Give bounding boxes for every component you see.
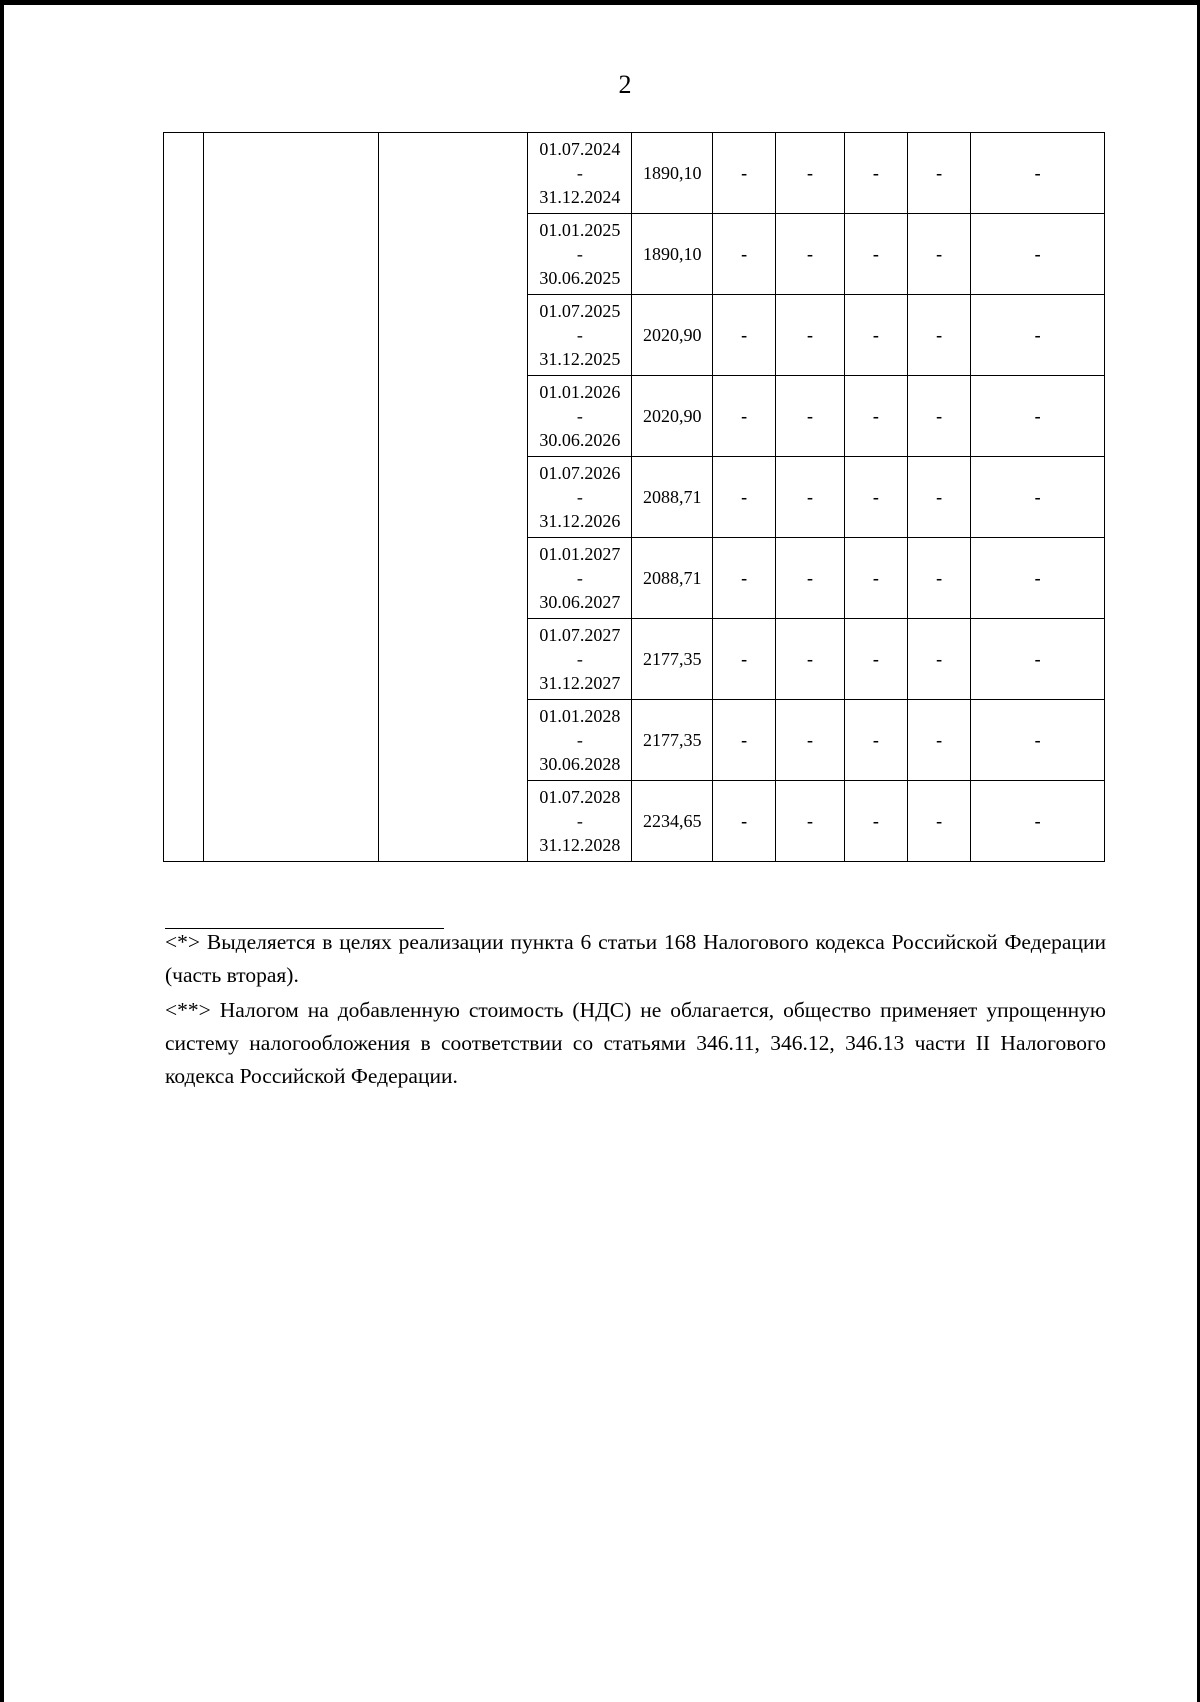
empty-value-cell: - (713, 376, 776, 457)
period-separator: - (576, 163, 583, 183)
empty-value-cell: - (907, 133, 970, 214)
empty-value-cell: - (776, 781, 844, 862)
period-start: 01.07.2028 (539, 787, 621, 807)
empty-value-cell: - (907, 376, 970, 457)
tariff-value: 1890,10 (632, 214, 713, 295)
period-separator: - (576, 325, 583, 345)
period-separator: - (576, 568, 583, 588)
period-cell (528, 457, 632, 538)
empty-value-cell: - (776, 133, 844, 214)
empty-value-cell: - (713, 700, 776, 781)
scan-border-left (0, 0, 4, 1702)
tariff-value: 1890,10 (632, 133, 713, 214)
period-cell (528, 295, 632, 376)
empty-value-cell: - (713, 538, 776, 619)
tariff-value: 2234,65 (632, 781, 713, 862)
merged-cell-number (164, 133, 204, 862)
period-cell (528, 214, 632, 295)
period-end: 31.12.2025 (539, 349, 621, 369)
period-separator: - (576, 811, 583, 831)
empty-value-cell: - (713, 457, 776, 538)
empty-value-cell: - (844, 376, 907, 457)
period-cell (528, 781, 632, 862)
period-start: 01.01.2027 (539, 544, 621, 564)
empty-value-cell: - (971, 619, 1105, 700)
empty-value-cell: - (971, 133, 1105, 214)
table-row (164, 133, 1105, 214)
tariff-value: 2088,71 (632, 538, 713, 619)
period-start: 01.07.2024 (539, 139, 621, 159)
period-end: 30.06.2026 (539, 430, 621, 450)
empty-value-cell: - (907, 781, 970, 862)
empty-value-cell: - (713, 781, 776, 862)
empty-value-cell: - (776, 538, 844, 619)
empty-value-cell: - (776, 295, 844, 376)
period-cell (528, 376, 632, 457)
tariff-value: 2088,71 (632, 457, 713, 538)
empty-value-cell: - (844, 538, 907, 619)
empty-value-cell: - (713, 214, 776, 295)
period-separator: - (576, 487, 583, 507)
period-end: 31.12.2027 (539, 673, 621, 693)
period-start: 01.01.2028 (539, 706, 621, 726)
empty-value-cell: - (844, 619, 907, 700)
tariff-table-body (164, 133, 1105, 862)
period-start: 01.07.2025 (539, 301, 621, 321)
empty-value-cell: - (713, 295, 776, 376)
tariff-value: 2177,35 (632, 619, 713, 700)
empty-value-cell: - (844, 781, 907, 862)
period-cell (528, 538, 632, 619)
empty-value-cell: - (907, 619, 970, 700)
empty-value-cell: - (971, 457, 1105, 538)
scan-border-top (0, 0, 1200, 5)
empty-value-cell: - (844, 133, 907, 214)
empty-value-cell: - (776, 700, 844, 781)
period-end: 30.06.2028 (539, 754, 621, 774)
period-end: 30.06.2027 (539, 592, 621, 612)
period-end: 31.12.2028 (539, 835, 621, 855)
empty-value-cell: - (713, 133, 776, 214)
footnotes (165, 926, 1106, 1093)
period-end: 31.12.2024 (539, 187, 621, 207)
period-start: 01.01.2026 (539, 382, 621, 402)
empty-value-cell: - (907, 538, 970, 619)
period-separator: - (576, 406, 583, 426)
merged-cell-consumer-group (379, 133, 528, 862)
period-end: 30.06.2025 (539, 268, 621, 288)
empty-value-cell: - (776, 619, 844, 700)
footnote-vat-allocation: <*> Выделяется в целях реализации пункта 6 статьи 168 Налогового кодекса Российской Федерации (часть вторая). (165, 930, 1106, 987)
period-separator: - (576, 244, 583, 264)
empty-value-cell: - (907, 295, 970, 376)
period-separator: - (576, 730, 583, 750)
tariff-value: 2020,90 (632, 376, 713, 457)
empty-value-cell: - (776, 214, 844, 295)
empty-value-cell: - (907, 457, 970, 538)
empty-value-cell: - (776, 457, 844, 538)
empty-value-cell: - (971, 700, 1105, 781)
empty-value-cell: - (907, 214, 970, 295)
empty-value-cell: - (971, 538, 1105, 619)
tariff-value: 2020,90 (632, 295, 713, 376)
empty-value-cell: - (971, 376, 1105, 457)
period-separator: - (576, 649, 583, 669)
period-cell (528, 133, 632, 214)
period-start: 01.07.2027 (539, 625, 621, 645)
period-start: 01.07.2026 (539, 463, 621, 483)
period-end: 31.12.2026 (539, 511, 621, 531)
empty-value-cell: - (971, 214, 1105, 295)
empty-value-cell: - (844, 214, 907, 295)
page-number: 2 (618, 70, 632, 99)
period-cell (528, 619, 632, 700)
merged-cell-organization (203, 133, 379, 862)
empty-value-cell: - (844, 295, 907, 376)
footnote-vat-exempt: <**> Налогом на добавленную стоимость (НДС) не облагается, общество применяет упрощенную систему налогообложения в соответствии со статьями 346.11, 346.12, 346.13 части II Налогового кодекса Российской Федерации. (165, 998, 1106, 1088)
empty-value-cell: - (971, 781, 1105, 862)
tariff-value: 2177,35 (632, 700, 713, 781)
empty-value-cell: - (776, 376, 844, 457)
empty-value-cell: - (844, 700, 907, 781)
empty-value-cell: - (971, 295, 1105, 376)
empty-value-cell: - (844, 457, 907, 538)
empty-value-cell: - (907, 700, 970, 781)
period-start: 01.01.2025 (539, 220, 621, 240)
period-cell (528, 700, 632, 781)
tariff-table (163, 132, 1105, 862)
empty-value-cell: - (713, 619, 776, 700)
